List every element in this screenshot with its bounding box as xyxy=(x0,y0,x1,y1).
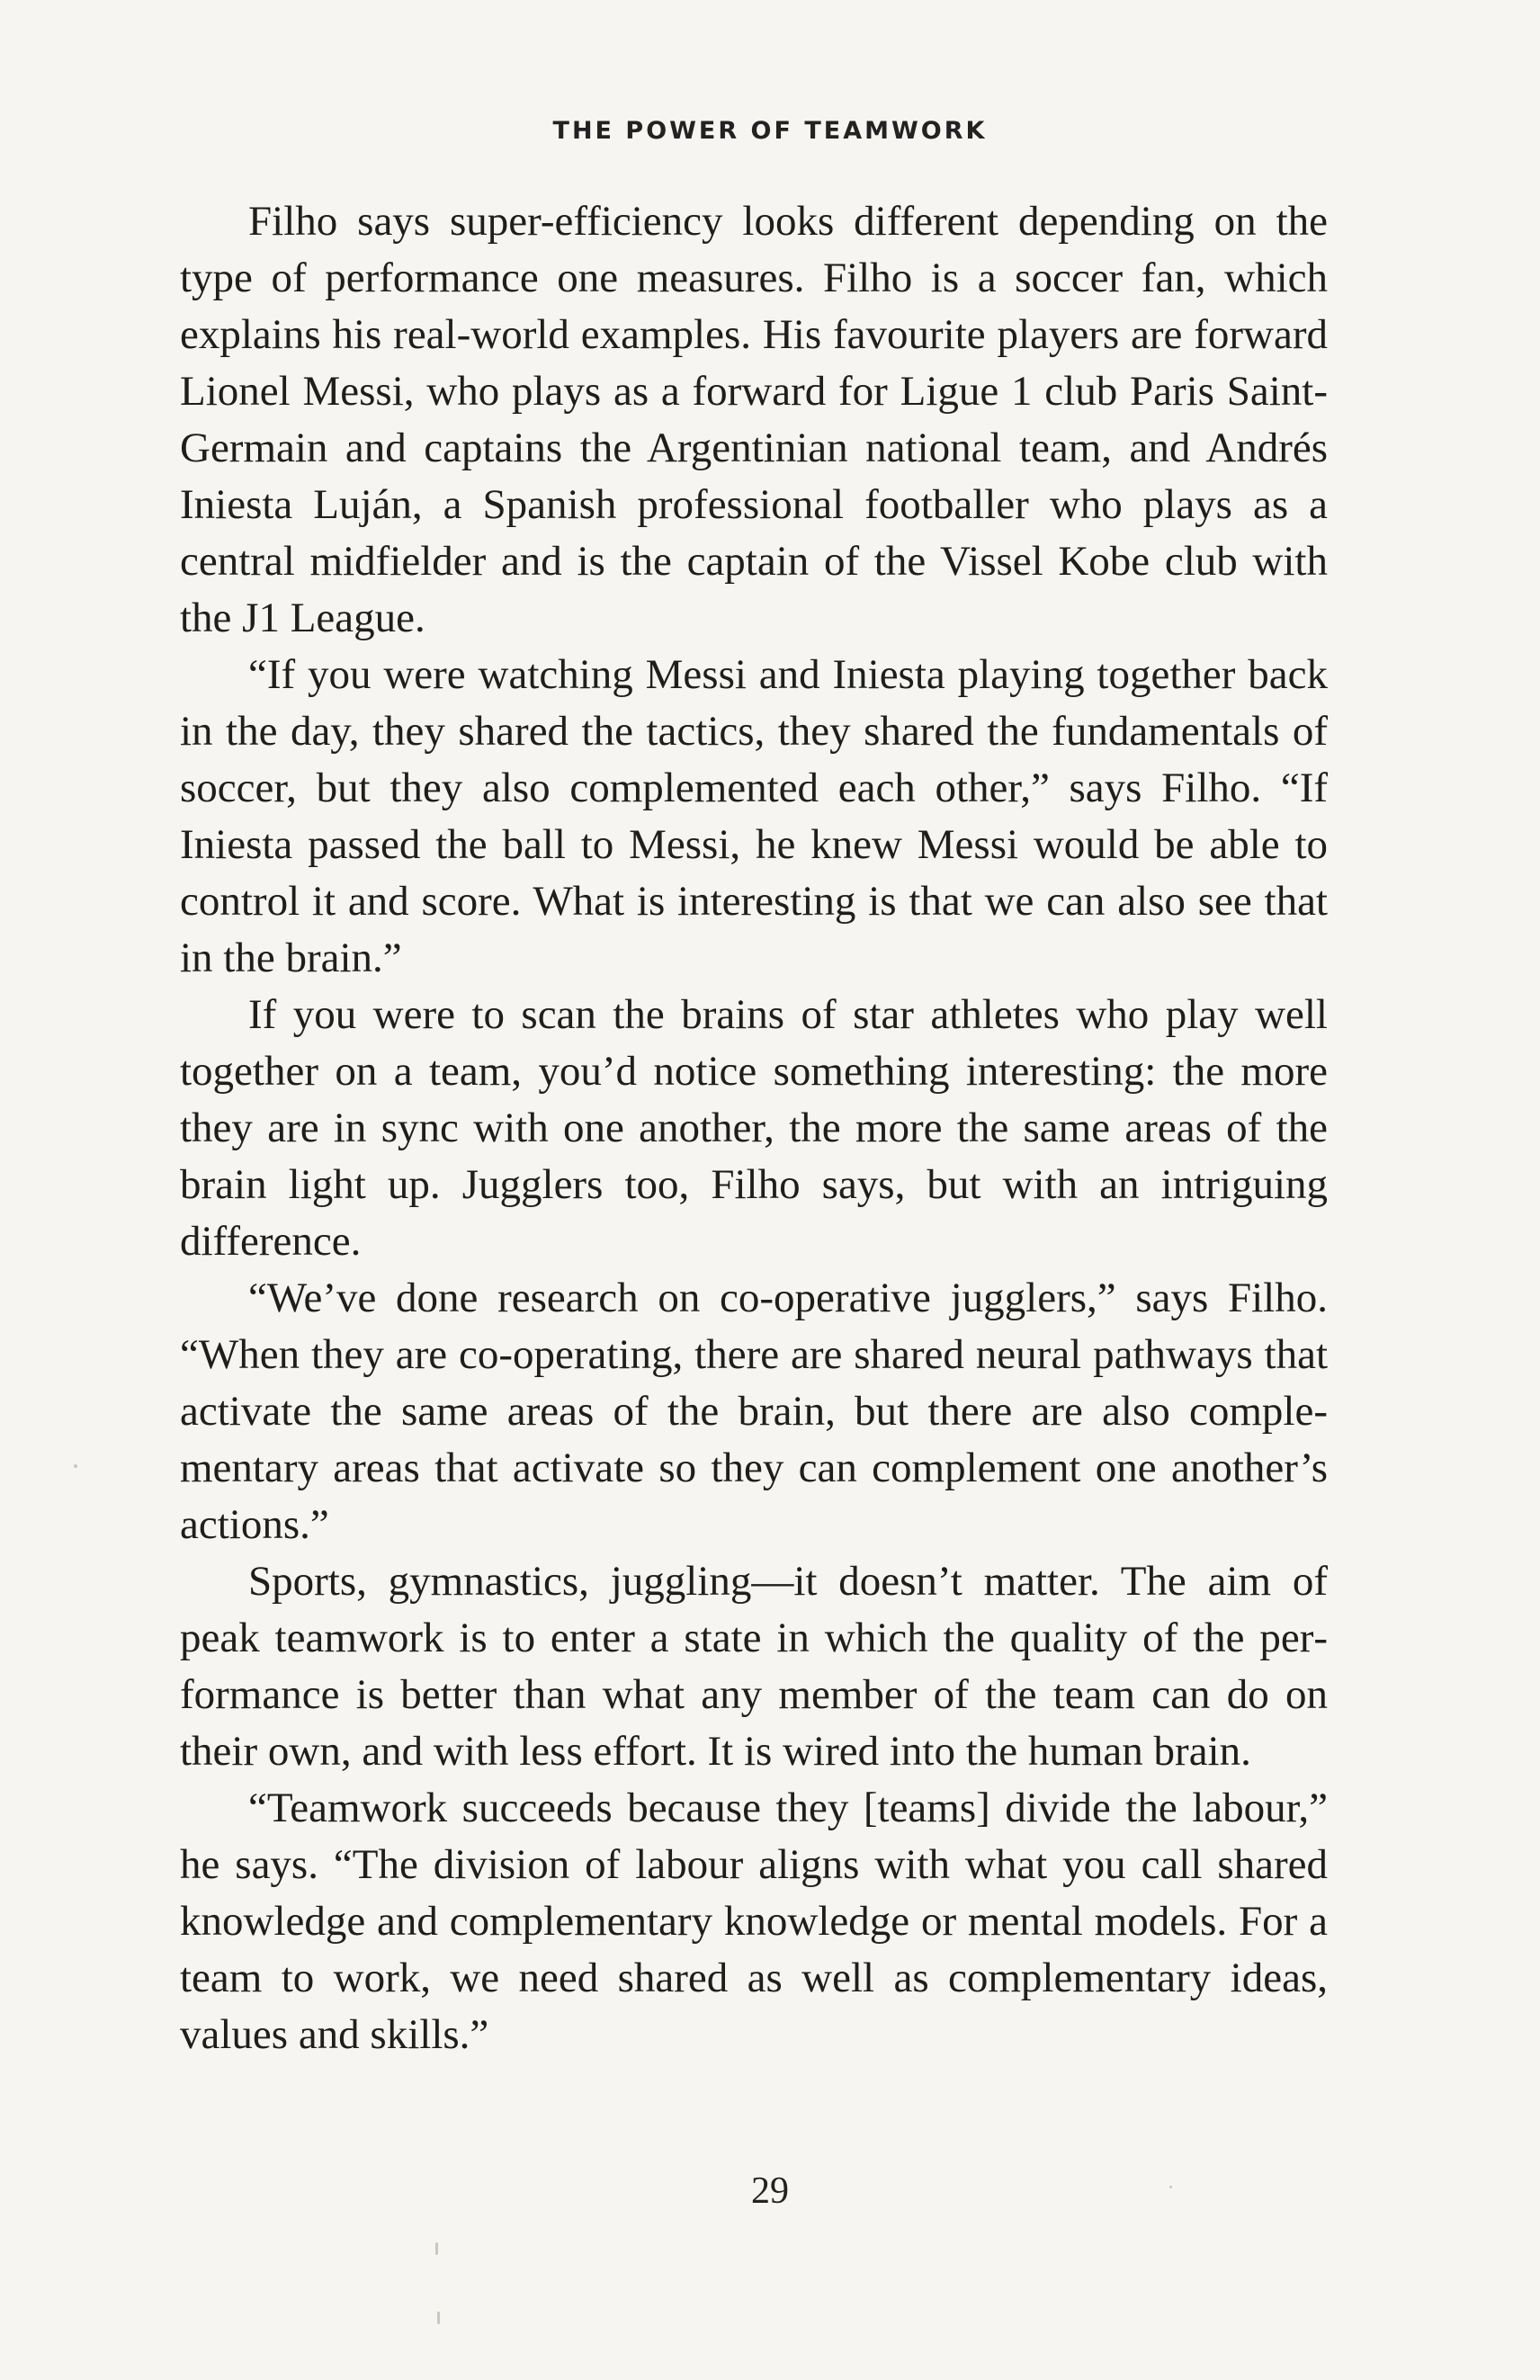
paragraph: “If you were watching Messi and Iniesta playing together back in the day, they shared the tactics, they shared the fundamentals of soccer, but they also complemented each other,” says Filho. “If Iniesta passed the ball to Messi, he knew Messi would be able to control it and score. What is interesting is that we can also see that in the brain.” xyxy=(180,651,1328,981)
paper-speck xyxy=(1169,2186,1172,2188)
paragraph: Sports, gymnastics, juggling—it doesn’t matter. The aim of peak teamwork is to enter a state in which the quality of the performance is better than what any member of the team can do on their own, and with less effort. It is wired into the human brain. xyxy=(180,1558,1328,1775)
paper-speck xyxy=(437,2312,440,2324)
body-text xyxy=(180,193,1328,2063)
paragraph: “Teamwork succeeds because they [teams] divide the labour,” he says. “The division of labour aligns with what you call shared knowledge and complementary knowledge or mental models. For a team to work, we need shared as well as complementary ideas, values and skills.” xyxy=(180,1785,1328,2058)
paper-speck xyxy=(74,1464,77,1468)
paragraph: Filho says super-efficiency looks different depending on the type of performance one measures. Filho is a soccer fan, which explains his real-world examples. His favourite players are forward Lionel Messi, who plays as a forward for Ligue 1 club Paris Saint-Germain and captains the Argentinian national team, and Andrés Iniesta Luján, a Spanish professional footballer who plays as a central midfielder and is the captain of the Vissel Kobe club with the J1 League. xyxy=(180,198,1328,641)
paragraph: If you were to scan the brains of star athletes who play well together on a team, you’d notice something interesting: the more they are in sync with one another, the more the same areas of the brain light up. Jugglers too, Filho says, but with an intriguing difference. xyxy=(180,991,1328,1265)
page-number: 29 xyxy=(751,2170,789,2212)
paper-speck xyxy=(435,2242,438,2255)
paragraph: “We’ve done research on co-operative jugglers,” says Filho. “When they are co-operating, there are shared neural pathways that activate the same areas of the brain, but there are also complementary areas that activate so they can complement one another’s actions.” xyxy=(180,1275,1328,1548)
running-head: THE POWER OF TEAMWORK xyxy=(552,117,988,145)
